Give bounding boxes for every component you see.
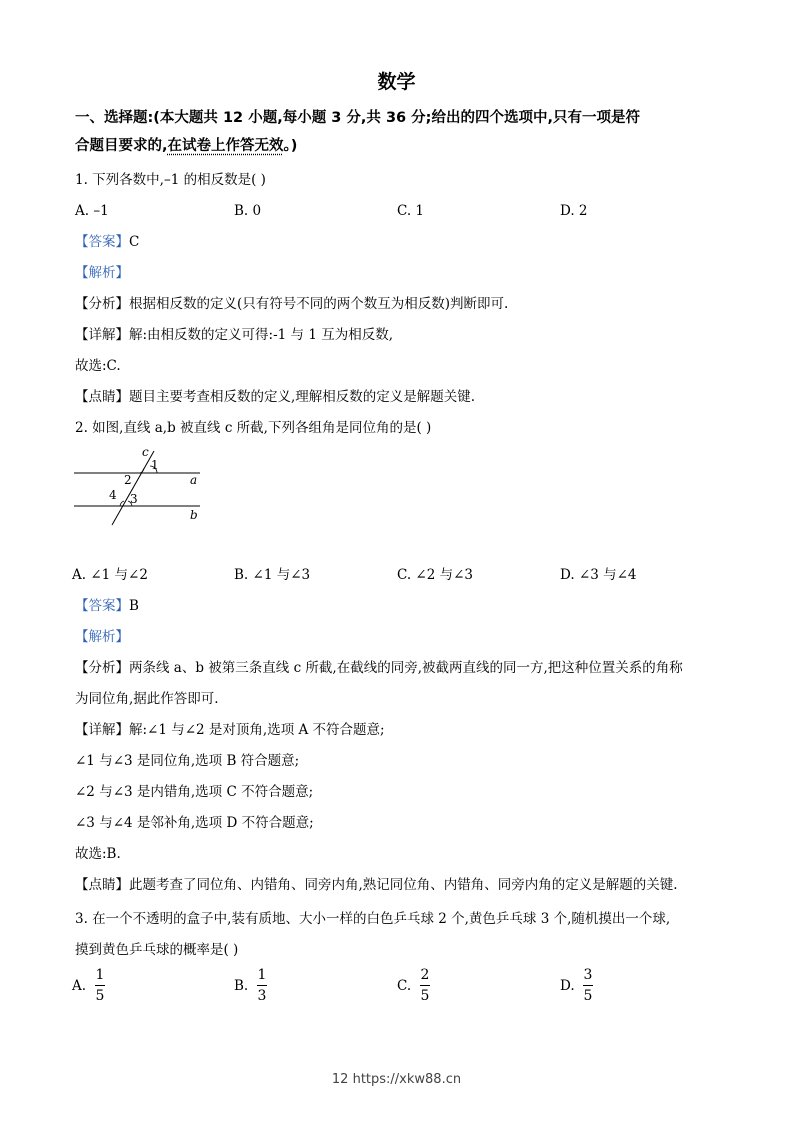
q1-answer: C bbox=[129, 234, 140, 250]
q1-answer-tag: 【答案】 bbox=[75, 234, 129, 250]
q1-fenxi: 【分析】根据相反数的定义(只有符号不同的两个数互为相反数)判断即可. bbox=[75, 296, 509, 312]
label-a: a bbox=[190, 473, 198, 487]
q2-xiangjie-line2: ∠1 与∠3 是同位角,选项 B 符合题意; bbox=[75, 753, 300, 769]
fraction-bar bbox=[257, 985, 267, 986]
parallel-lines-figure bbox=[70, 445, 210, 530]
q2-xiangjie-line4: ∠3 与∠4 是邻补角,选项 D 不符合题意; bbox=[75, 815, 314, 831]
q3-option-a-label: A. bbox=[72, 978, 87, 994]
q1-dianjing: 【点睛】题目主要考查相反数的定义,理解相反数的定义是解题关键. bbox=[75, 389, 476, 405]
q3-option-b-numerator: 1 bbox=[257, 967, 267, 983]
q2-xiangjie-line3: ∠2 与∠3 是内错角,选项 C 不符合题意; bbox=[75, 784, 314, 800]
q1-option-b: B. 0 bbox=[234, 203, 262, 219]
q3-option-b-fraction bbox=[257, 967, 267, 1004]
q2-xiangjie-line1: 【详解】解:∠1 与∠2 是对顶角,选项 A 不符合题意; bbox=[75, 722, 385, 738]
q3-option-d-label: D. bbox=[560, 978, 575, 994]
q3-option-d-fraction bbox=[583, 967, 593, 1004]
section-heading-plain: 合题目要求的, bbox=[75, 138, 168, 154]
q3-option-c-label: C. bbox=[397, 978, 412, 994]
q2-option-d: D. ∠3 与∠4 bbox=[560, 567, 637, 583]
section-heading-end: 。) bbox=[283, 138, 298, 154]
q2-analysis-tag: 【解析】 bbox=[75, 629, 129, 645]
section-heading-line1: 一、选择题:(本大题共 12 小题,每小题 3 分,共 36 分;给出的四个选项中,只有一项是符 bbox=[75, 110, 640, 126]
q2-option-c: C. ∠2 与∠3 bbox=[397, 567, 474, 583]
q1-stem: 1. 下列各数中,–1 的相反数是( ) bbox=[75, 172, 266, 188]
angle-label-1: 1 bbox=[151, 458, 159, 472]
q2-stem: 2. 如图,直线 a,b 被直线 c 所截,下列各组角是同位角的是( ) bbox=[75, 420, 432, 436]
q3-option-b-denominator: 3 bbox=[257, 988, 267, 1004]
angle-label-4: 4 bbox=[109, 488, 117, 502]
q3-option-a-denominator: 5 bbox=[95, 988, 105, 1004]
angle-label-3: 3 bbox=[130, 492, 138, 506]
fraction-bar bbox=[420, 985, 430, 986]
q2-answer-tag: 【答案】 bbox=[75, 598, 129, 614]
page-footer: 12 https://xkw88.cn bbox=[331, 1072, 462, 1087]
q1-analysis-tag: 【解析】 bbox=[75, 265, 129, 281]
q1-xiangjie: 【详解】解:由相反数的定义可得:-1 与 1 互为相反数, bbox=[75, 327, 394, 343]
q3-option-d-denominator: 5 bbox=[583, 988, 593, 1004]
q3-stem-line2: 摸到黄色乒乓球的概率是( ) bbox=[75, 942, 239, 958]
q3-option-c-fraction bbox=[420, 967, 430, 1004]
q2-guxuan: 故选:B. bbox=[75, 846, 121, 862]
fraction-bar bbox=[95, 985, 105, 986]
line-c bbox=[112, 451, 154, 525]
q3-option-c-denominator: 5 bbox=[420, 988, 430, 1004]
q1-option-c: C. 1 bbox=[397, 203, 425, 219]
angle-label-2: 2 bbox=[124, 473, 132, 487]
q2-answer: B bbox=[129, 598, 139, 614]
q2-dianjing: 【点睛】此题考查了同位角、内错角、同旁内角,熟记同位角、内错角、同旁内角的定义是解题的关键. bbox=[75, 877, 678, 893]
q2-option-a: A. ∠1 与∠2 bbox=[72, 567, 148, 583]
q1-option-d: D. 2 bbox=[560, 203, 588, 219]
label-c: c bbox=[142, 445, 149, 459]
section-heading-line2 bbox=[75, 136, 297, 156]
q2-option-b: B. ∠1 与∠3 bbox=[234, 567, 311, 583]
q2-fenxi-line1: 【分析】两条线 a、b 被第三条直线 c 所截,在截线的同旁,被截两直线的同一方,把这种位置关系的角称 bbox=[75, 660, 683, 676]
q2-answer-line bbox=[75, 597, 139, 615]
q3-stem-line1: 3. 在一个不透明的盒子中,装有质地、大小一样的白色乒乓球 2 个,黄色乒乓球 3 个,随机摸出一个球, bbox=[75, 911, 671, 927]
q1-answer-line bbox=[75, 233, 139, 251]
page-title: 数学 bbox=[377, 71, 416, 93]
q1-guxuan: 故选:C. bbox=[75, 358, 121, 374]
q3-option-a-fraction bbox=[95, 967, 105, 1004]
section-heading-dotted: 在试卷上作答无效 bbox=[167, 138, 284, 154]
label-b: b bbox=[190, 508, 198, 522]
q1-option-a: A. –1 bbox=[75, 203, 109, 219]
q3-option-d-numerator: 3 bbox=[583, 967, 593, 983]
q3-option-b-label: B. bbox=[234, 978, 249, 994]
fraction-bar bbox=[583, 985, 593, 986]
q3-option-a-numerator: 1 bbox=[95, 967, 105, 983]
q2-fenxi-line2: 为同位角,据此作答即可. bbox=[75, 691, 219, 707]
q3-option-c-numerator: 2 bbox=[420, 967, 430, 983]
